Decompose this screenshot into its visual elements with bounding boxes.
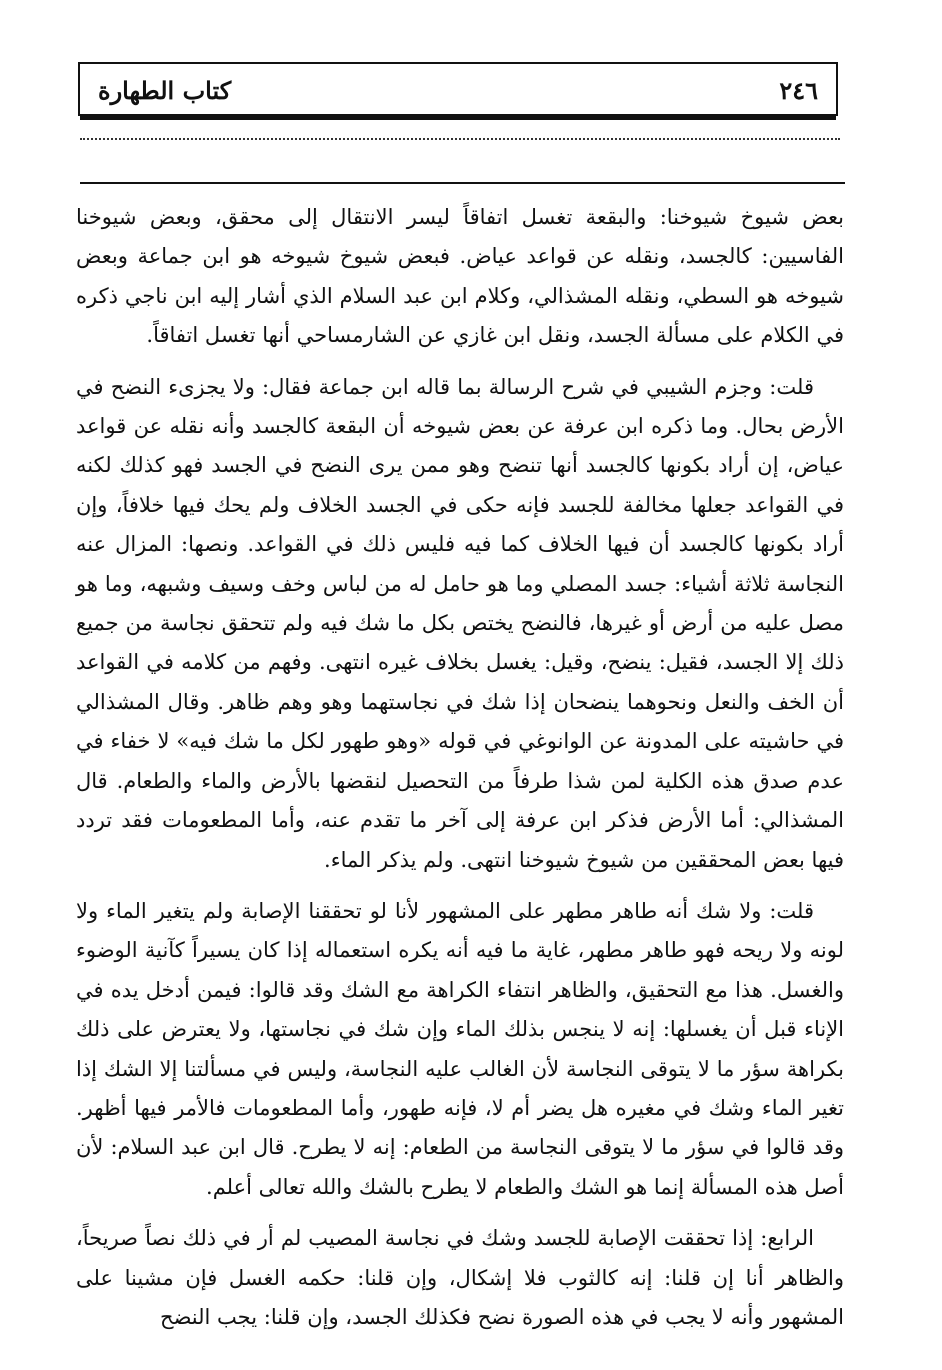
page-number: ٢٤٦ — [779, 76, 818, 105]
running-header — [78, 62, 838, 116]
paragraph: الرابع: إذا تحققت الإصابة للجسد وشك في نجاسة المصيب لم أر في ذلك نصاً صريحاً، والظاهر أنا إن قلنا: إنه كالثوب فلا إشكال، وإن قلنا: حكمه الغسل فإن مشينا على المشهور وأنه لا يجب في هذه الصورة نضح فكذلك الجسد، وإن قلنا: يجب النضح — [76, 1226, 844, 1329]
horizontal-rule — [80, 182, 845, 184]
paragraph: قلت: وجزم الشيبي في شرح الرسالة بما قاله ابن جماعة فقال: ولا يجزىء النضح في الأرض بحال. وما ذكره ابن عرفة عن بعض شيوخه أن البقعة كالجسد وأنه نقله عن قواعد عياض، إن أراد بكونها كالجسد أنها تنضح وهو ممن يرى النضح في الجسد فهو كذلك لكنه في القواعد جعلها مخالفة للجسد فإنه حكى في الجسد الخلاف ولم يحك فيها خلافاً، وإن أراد بكونها كالجسد أن فيها الخلاف كما فيه فليس ذلك في القواعد. ونصها: المزال عنه النجاسة ثلاثة أشياء: جسد المصلي وما هو حامل له من لباس وخف وسيف وشبهه، وما هو مصل عليه من أرض أو غيرها، فالنضح يختص بكل ما شك فيه ولم تتحقق نجاسة من جميع ذلك إلا الجسد، فقيل: ينضح، وقيل: يغسل بخلاف غيره انتهى. وفهم من كلامه في القواعد أن الخف والنعل ونحوهما ينضحان إذا شك في نجاستهما وهو وهم ظاهر. وقال المشذالي في حاشيته على المدونة عن الوانوغي في قوله «وهو طهور لكل ما شك فيه» لا خفاء في عدم صدق هذه الكلية لمن شذا طرفاً من التحصيل لنقضها بالأرض والماء والطعام. قال المشذالي: أما الأرض فذكر ابن عرفة إلى آخر ما تقدم عنه، وأما المطعومات فقد تردد فيها بعض المحققين من شيوخ شيوخنا انتهى. ولم يذكر الماء. — [76, 374, 844, 872]
paragraph: بعض شيوخ شيوخنا: والبقعة تغسل اتفاقاً ليسر الانتقال إلى محقق، وبعض شيوخنا الفاسيين: كالجسد، ونقله عن قواعد عياض. فبعض شيوخ شيوخه هو ابن جماعة وبعض شيوخه هو السطي، ونقله المشذالي، وكلام ابن عبد السلام الذي أشار إليه ابن ناجي ذكره في الكلام على مسألة الجسد، ونقل ابن غازي عن الشارمساحي أنها تغسل اتفاقاً. — [76, 205, 844, 348]
paragraph: قلت: ولا شك أنه طاهر مطهر على المشهور لأنا لو تحققنا الإصابة ولم يتغير الماء ولا لونه ولا ريحه فهو طاهر مطهر، غاية ما فيه أنه يكره استعماله إذا كان يسيراً كآنية الوضوء والغسل. هذا مع التحقيق، والظاهر انتفاء الكراهة مع الشك وقد قالوا: فيمن أدخل يده في الإناء قبل أن يغسلها: إنه لا ينجس بذلك الماء وإن شك في نجاستها، ولا يعترض على ذلك بكراهة سؤر ما لا يتوقى النجاسة لأن الغالب عليه النجاسة، وليس في مسألتنا إلا الشك إذا تغير الماء وشك في مغيره هل يضر أم لا، فإنه طهور، وأما المطعومات فالأمر فيها أظهر. وقد قالوا في سؤر ما لا يتوقى النجاسة من الطعام: إنه لا يطرح. قال ابن عبد السلام: لأن أصل هذه المسألة إنما هو الشك والطعام لا يطرح بالشك والله تعالى أعلم. — [76, 898, 844, 1199]
page-body — [76, 198, 844, 1337]
dotted-separator — [80, 128, 840, 140]
book-title: كتاب الطهارة — [98, 76, 232, 105]
